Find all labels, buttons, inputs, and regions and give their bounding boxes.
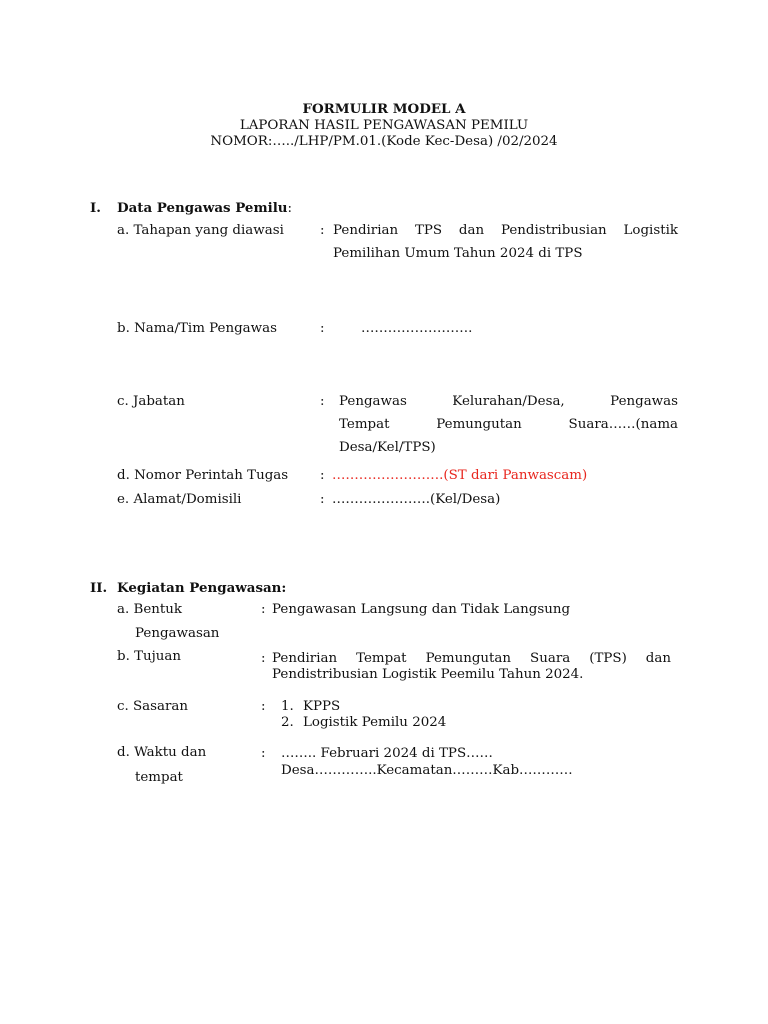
form-number: NOMOR:…../LHP/PM.01.(Kode Kec-Desa) /02/2024 <box>210 134 558 149</box>
nama-pengawas-colon: : <box>320 321 325 336</box>
alamat-colon: : <box>320 492 325 507</box>
section-1-heading <box>117 200 292 216</box>
waktu-value-line1: …….. Februari 2024 di TPS…… <box>281 746 493 761</box>
tujuan-value-line2: Pendistribusian Logistik Peemilu Tahun 2024. <box>272 667 584 682</box>
form-subtitle: LAPORAN HASIL PENGAWASAN PEMILU <box>239 118 529 133</box>
section-2-number: II. <box>90 580 108 596</box>
nomor-perintah-value: …………………….(ST dari Panwascam) <box>332 468 588 483</box>
sasaran-label: c. Sasaran <box>117 699 189 714</box>
nomor-perintah-colon: : <box>320 468 325 483</box>
form-title: FORMULIR MODEL A <box>302 101 466 117</box>
bentuk-colon: : <box>261 602 266 617</box>
section-1-title: Data Pengawas Pemilu <box>117 200 288 216</box>
tujuan-label: b. Tujuan <box>117 649 182 664</box>
section-1-title-colon: : <box>287 201 293 216</box>
sasaran-item-1-number: 1. <box>281 699 294 714</box>
nama-pengawas-value: ……………………. <box>361 321 473 336</box>
sasaran-item-2-number: 2. <box>281 715 294 730</box>
jabatan-value-line3: Desa/Kel/TPS) <box>339 440 436 455</box>
nomor-perintah-label: d. Nomor Perintah Tugas <box>117 468 289 483</box>
tujuan-colon: : <box>261 651 266 666</box>
sasaran-item-1-text: KPPS <box>303 699 341 714</box>
alamat-label: e. Alamat/Domisili <box>117 492 242 507</box>
waktu-value-line2: Desa…………..Kecamatan………Kab………… <box>281 763 573 778</box>
waktu-label-line2: tempat <box>135 770 183 785</box>
jabatan-value-line1: Pengawas Kelurahan/Desa, Pengawas <box>339 394 678 409</box>
tujuan-value-line1: Pendirian Tempat Pemungutan Suara (TPS) dan <box>272 651 671 666</box>
tahapan-label: a. Tahapan yang diawasi <box>117 223 284 238</box>
waktu-colon: : <box>261 746 266 761</box>
jabatan-colon: : <box>320 394 325 409</box>
tahapan-value-line2: Pemilihan Umum Tahun 2024 di TPS <box>333 246 583 261</box>
bentuk-label-line1: a. Bentuk <box>117 602 183 617</box>
tahapan-colon: : <box>320 223 325 238</box>
section-2-title: Kegiatan Pengawasan: <box>117 580 287 596</box>
section-1-number: I. <box>90 200 101 216</box>
jabatan-value-line2: Tempat Pemungutan Suara……(nama <box>339 417 678 432</box>
tahapan-value-line1: Pendirian TPS dan Pendistribusian Logistik <box>333 223 678 238</box>
bentuk-label-line2: Pengawasan <box>135 626 220 641</box>
sasaran-colon: : <box>261 699 266 714</box>
waktu-label-line1: d. Waktu dan <box>117 745 207 760</box>
nama-pengawas-label: b. Nama/Tim Pengawas <box>117 321 277 336</box>
alamat-value: ………………….(Kel/Desa) <box>332 492 501 507</box>
jabatan-label: c. Jabatan <box>117 394 185 409</box>
bentuk-value: Pengawasan Langsung dan Tidak Langsung <box>272 602 571 617</box>
sasaran-item-2-text: Logistik Pemilu 2024 <box>303 715 447 730</box>
